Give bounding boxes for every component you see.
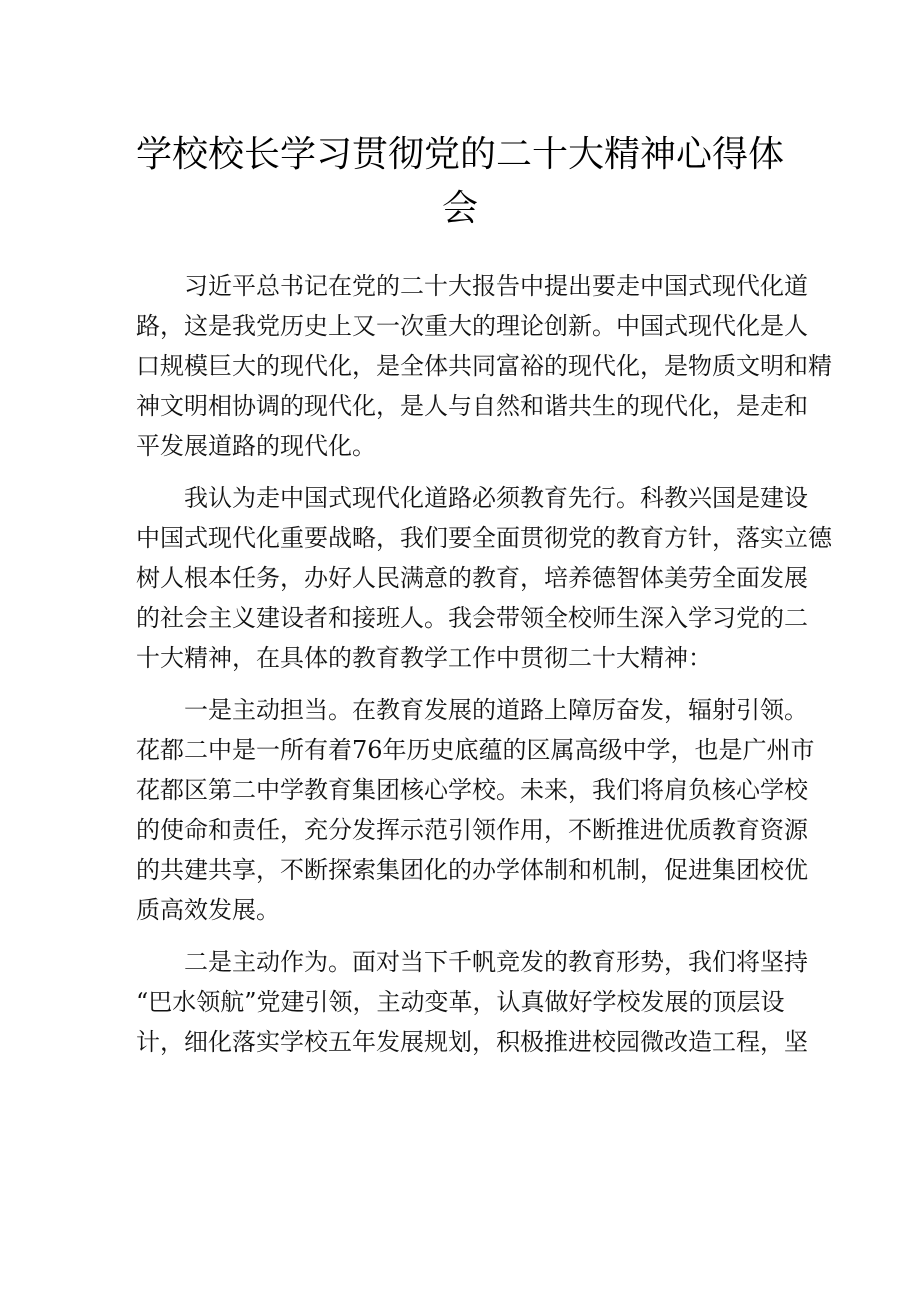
paragraph-line: 神文明相协调的现代化，是人与自然和谐共生的现代化，是走和 — [136, 392, 808, 420]
paragraph-line: 树人根本任务，办好人民满意的教育，培养德智体美劳全面发展 — [136, 564, 808, 592]
paragraph-line: 的社会主义建设者和接班人。我会带领全校师生深入学习党的二 — [136, 604, 808, 632]
paragraph-line: 路，这是我党历史上又一次重大的理论创新。中国式现代化是人 — [136, 312, 808, 340]
document-body — [136, 266, 832, 1074]
paragraph-3 — [136, 690, 815, 930]
paragraph-2 — [136, 478, 832, 678]
paragraph-line: 计，细化落实学校五年发展规划，积极推进校园微改造工程，坚 — [136, 1028, 808, 1056]
paragraph-line: 口规模巨大的现代化，是全体共同富裕的现代化，是物质文明和精 — [136, 352, 832, 380]
document-title — [120, 128, 800, 236]
paragraph-line: 习近平总书记在党的二十大报告中提出要走中国式现代化道 — [184, 272, 808, 300]
paragraph-line: 平发展道路的现代化。 — [136, 432, 376, 460]
paragraph-1 — [136, 266, 832, 466]
title-line-1: 学校校长学习贯彻党的二十大精神心得体 — [135, 134, 784, 175]
paragraph-line: 质高效发展。 — [136, 896, 280, 924]
paragraph-line: 的使命和责任，充分发挥示范引领作用，不断推进优质教育资源 — [136, 816, 808, 844]
paragraph-line: 十大精神，在具体的教育教学工作中贯彻二十大精神： — [136, 644, 712, 672]
paragraph-line: 一是主动担当。在教育发展的道路上障厉奋发，辐射引领。 — [184, 696, 808, 724]
title-line-2: 会 — [441, 188, 478, 229]
paragraph-line: 中国式现代化重要战略，我们要全面贯彻党的教育方针，落实立德 — [136, 524, 832, 552]
paragraph-line: 二是主动作为。面对当下千帆竞发的教育形势，我们将坚持 — [184, 948, 808, 976]
paragraph-line: 花都二中是一所有着76年历史底蕴的区属高级中学，也是广州市 — [136, 736, 815, 764]
paragraph-line: “巴水领航”党建引领，主动变革，认真做好学校发展的顶层设 — [136, 988, 785, 1016]
paragraph-line: 的共建共享，不断探索集团化的办学体制和机制，促进集团校优 — [136, 856, 808, 884]
paragraph-line: 花都区第二中学教育集团核心学校。未来，我们将肩负核心学校 — [136, 776, 808, 804]
paragraph-line: 我认为走中国式现代化道路必须教育先行。科教兴国是建设 — [184, 484, 808, 512]
paragraph-4 — [136, 942, 808, 1062]
